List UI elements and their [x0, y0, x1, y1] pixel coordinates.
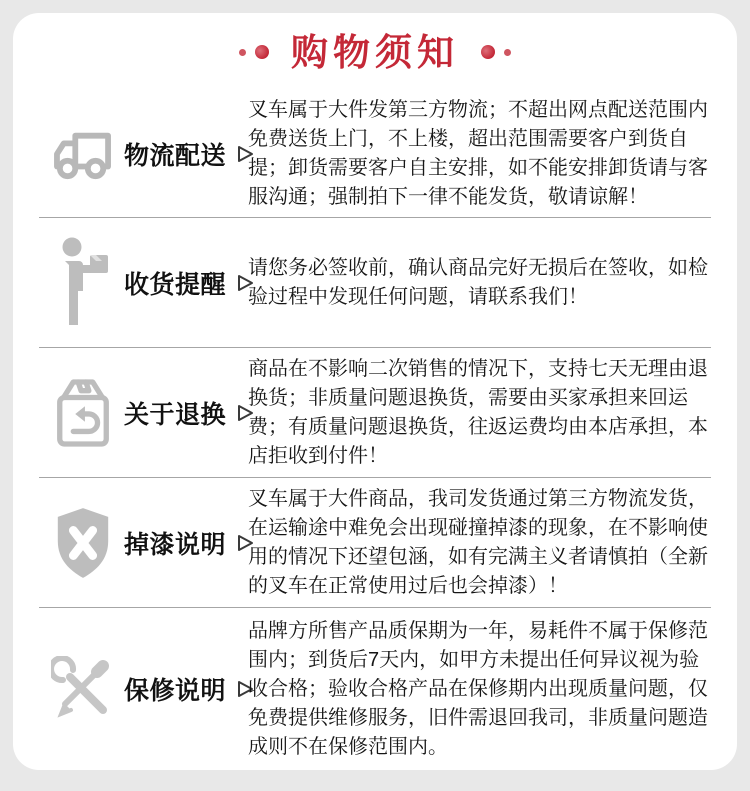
section-receiving [13, 218, 737, 347]
section-receiving-heading [13, 233, 248, 333]
section-logistics-heading [13, 104, 248, 204]
large-dot-icon [255, 45, 269, 59]
section-label: 保修说明 [124, 677, 227, 705]
section-text: 品牌方所售产品质保期为一年，易耗件不属于保修范围内；到货后7天内，如甲方未提出任何异议视为验收合格；验收合格产品在保修期内出现质量问题，仅免费提供维修服务，旧件需退回我司，非质量问题造成则不在保修范围内。 [248, 619, 708, 758]
small-dot-icon [239, 49, 246, 56]
section-label: 关于退换 [124, 400, 227, 429]
section-warranty [13, 608, 737, 770]
page-header [13, 13, 737, 91]
section-logistics [13, 91, 737, 217]
truck-icon [51, 104, 115, 204]
page-title: 购物须知 [291, 31, 459, 73]
person-receive-icon [51, 233, 115, 333]
notice-card [13, 13, 737, 770]
section-warranty-heading [13, 639, 248, 739]
section-text: 请您务必签收前，确认商品完好无损后在签收，如检验过程中发现任何问题，请联系我们！ [248, 256, 708, 308]
section-returns-heading [13, 363, 248, 463]
small-dot-icon [504, 49, 511, 56]
title-right-dots-decoration [481, 45, 511, 59]
title-left-dots-decoration [239, 45, 269, 59]
section-paint-heading [13, 493, 248, 593]
section-returns [13, 348, 737, 477]
section-label: 物流配送 [124, 142, 227, 170]
section-text: 叉车属于大件发第三方物流；不超出网点配送范围内免费送货上门，不上楼，超出范围需要客户到货自提；卸货需要客户自主安排，如不能安排卸货请与客服沟通；强制拍下一律不能发货，敬请谅解！ [248, 99, 708, 208]
return-box-icon [51, 363, 115, 463]
section-text: 叉车属于大件商品，我司发货通过第三方物流发货，在运输途中难免会出现碰撞掉漆的现象，在不影响使用的情况下还望包涵，如有完满主义者请慎拍（全新的叉车在正常使用过后也会掉漆）！ [248, 487, 708, 597]
section-paint [13, 478, 737, 607]
tools-icon [51, 639, 115, 739]
section-label: 掉漆说明 [124, 530, 227, 559]
section-label: 收货提醒 [124, 270, 227, 299]
large-dot-icon [481, 45, 495, 59]
section-text: 商品在不影响二次销售的情况下，支持七天无理由退换货；非质量问题退换货，需要由买家承担来回运费；有质量问题退换货，往返运费均由本店承担，本店拒收到付件！ [248, 357, 708, 467]
shield-x-icon [51, 493, 115, 593]
